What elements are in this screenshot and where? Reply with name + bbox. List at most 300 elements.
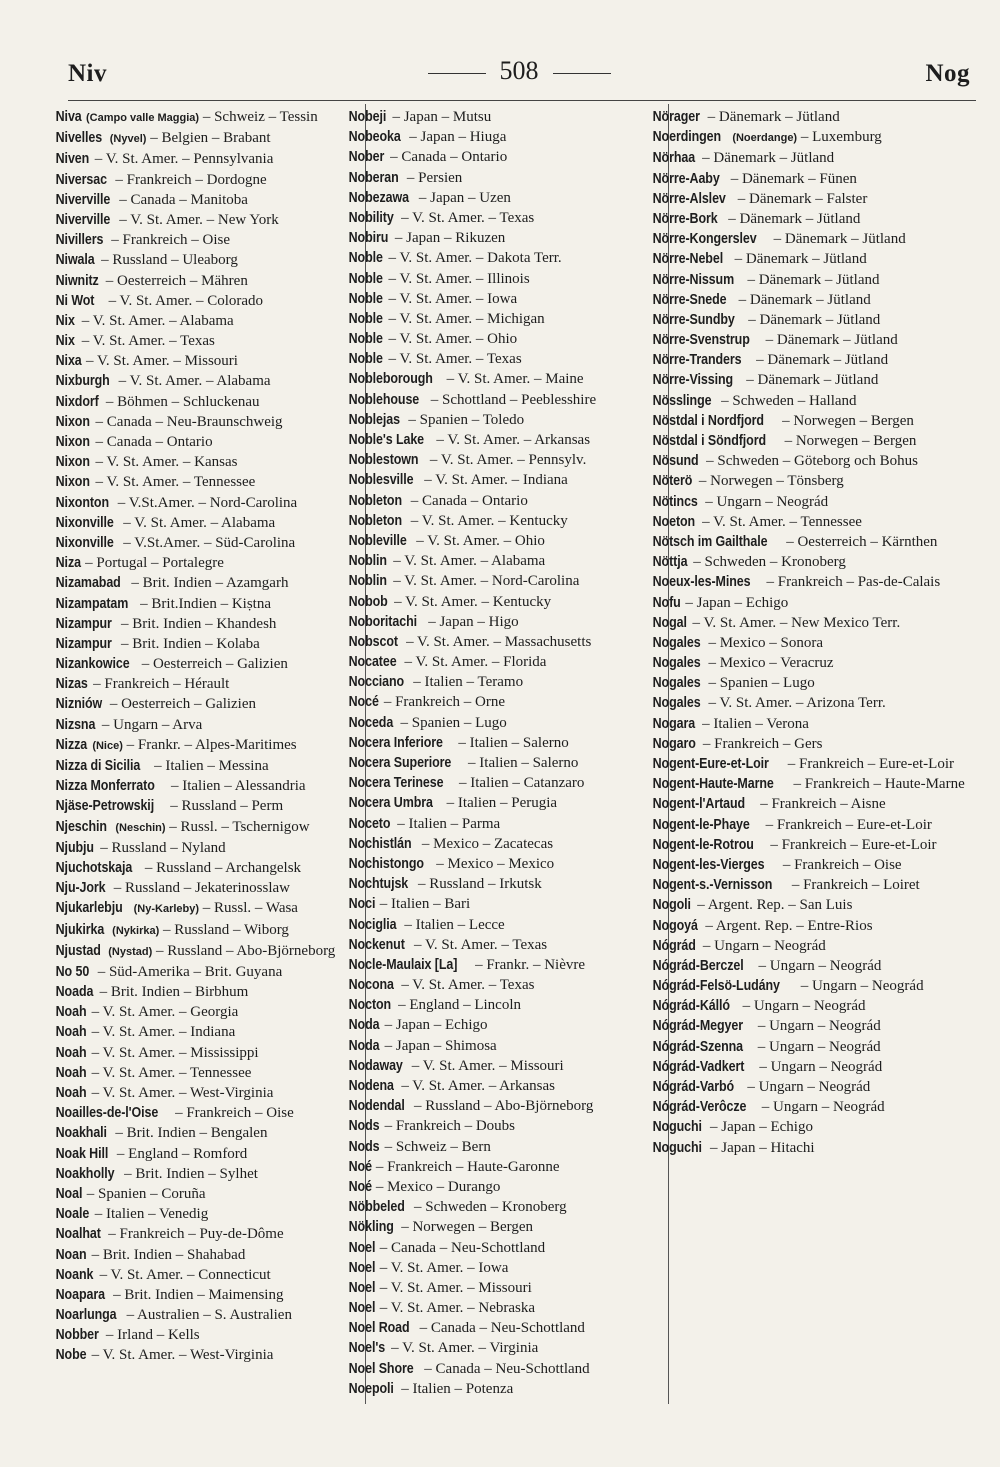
entry-placename: Njeschin: [55, 818, 107, 835]
entry-location: – V. St. Amer. – Indiana: [420, 472, 568, 489]
entry-location: – Schweiz – Bern: [380, 1138, 491, 1155]
entry-location: – Spanien – Lugo: [704, 675, 815, 692]
gazetteer-entry: [652, 209, 975, 229]
gazetteer-entry: [55, 715, 363, 735]
entry-placename: Noel: [348, 1300, 376, 1317]
entry-location: – Frankreich – Oise: [779, 856, 902, 873]
header-divider: [68, 100, 976, 101]
entry-placename: Nörre-Svenstrup: [652, 332, 750, 349]
gazetteer-entry: [55, 452, 363, 472]
entry-placename: Nobeoka: [348, 129, 401, 146]
header-left-catchword: Niv: [68, 60, 107, 87]
gazetteer-entry: [652, 1097, 975, 1117]
entry-location: – Russland – Uleaborg: [97, 252, 238, 269]
entry-location: – Ungarn – Neográd: [755, 1058, 883, 1075]
gazetteer-entry: [55, 230, 363, 250]
entry-location: – Mexico – Sonora: [704, 634, 824, 651]
gazetteer-entry: [348, 309, 664, 329]
entry-placename: Nötincs: [652, 493, 698, 510]
entry-placename: Nörre-Vissing: [652, 372, 734, 389]
entry-location: – Ungarn – Neográd: [699, 937, 826, 954]
entry-location: – Dänemark – Jütland: [724, 210, 861, 227]
entry-location: – Italien – Verona: [698, 715, 809, 732]
entry-location: – V. St. Amer. – Ohio: [412, 532, 545, 549]
entry-placename: Noblin: [348, 553, 387, 570]
gazetteer-entry: [55, 513, 363, 533]
entry-location: – Persien: [403, 169, 463, 186]
entry-location: – Brit. Indien – Bengalen: [111, 1125, 268, 1142]
gazetteer-entry: [55, 1224, 363, 1244]
gazetteer-entry: [652, 855, 975, 875]
entry-placename: Niven: [55, 151, 90, 168]
entry-location: – Luxemburg: [797, 129, 882, 146]
entry-location: – Frankreich – Aisne: [756, 796, 886, 813]
gazetteer-entry: [348, 1137, 664, 1157]
entry-placename: Noel Road: [348, 1320, 410, 1337]
entry-placename: Noblejas: [348, 411, 400, 428]
entry-placename: Noah: [55, 1044, 87, 1061]
gazetteer-entry: [652, 330, 975, 350]
entry-placename: Nizankowice: [55, 656, 130, 673]
gazetteer-entry: [348, 692, 664, 712]
entry-location: – Dänemark – Jütland: [744, 311, 881, 328]
entry-location: – Canada – Manitoba: [115, 191, 248, 208]
entry-placename: Nogales: [652, 695, 701, 712]
entry-location: – Frankreich – Oise: [107, 232, 230, 249]
gazetteer-entry: [55, 107, 363, 128]
entry-placename: Noé: [348, 1178, 372, 1195]
entry-location: – V. St. Amer. – Georgia: [87, 1004, 239, 1021]
entry-placename: Nivillers: [55, 232, 104, 249]
entry-placename: Noel: [348, 1259, 376, 1276]
gazetteer-entry: [652, 593, 975, 613]
gazetteer-entry: [348, 1318, 664, 1338]
entry-placename: Nógrád-Varbó: [652, 1079, 735, 1095]
entry-placename: Noerdingen: [652, 129, 722, 146]
entry-location: – Frankr. – Alpes-Maritimes: [122, 736, 297, 753]
entry-location: – Brit. Indien – Sylhet: [120, 1165, 258, 1182]
entry-location: – Frankreich – Dordogne: [111, 171, 267, 188]
gazetteer-entry: [652, 895, 975, 915]
entry-placename: Nörre-Alslev: [652, 190, 726, 207]
entry-alternate-name: (Noerdange): [732, 132, 798, 145]
entry-placename: Noble: [348, 331, 383, 348]
entry-location: – Frankreich – Loiret: [788, 877, 920, 894]
entry-placename: Noel: [348, 1279, 376, 1296]
gazetteer-entry: [348, 1379, 664, 1399]
entry-placename: Nörager: [652, 109, 700, 125]
entry-placename: Nixburgh: [55, 373, 110, 390]
entry-placename: Noeux-les-Mines: [652, 574, 751, 591]
entry-placename: Nogoli: [652, 897, 691, 914]
entry-location: – Portugal – Portalegre: [81, 555, 224, 572]
entry-placename: Njustad: [55, 942, 101, 959]
gazetteer-entry: [55, 1164, 363, 1184]
entry-location: – V. St. Amer. – Arizona Terr.: [704, 695, 886, 712]
entry-placename: Noda: [348, 1037, 380, 1054]
entry-location: – Frankreich – Gers: [699, 735, 823, 752]
entry-location: – Japan – Echigo: [380, 1017, 488, 1034]
entry-placename: Noceto: [348, 815, 391, 832]
gazetteer-entry: [348, 1096, 664, 1116]
entry-location: – Dänemark – Jütland: [743, 271, 880, 288]
entry-placename: Nixonville: [55, 514, 114, 531]
gazetteer-entry: [55, 533, 363, 553]
entry-location: – Russland – Nyland: [96, 839, 226, 856]
entry-placename: Nocera Terinese: [348, 775, 444, 792]
gazetteer-entry: [348, 935, 664, 955]
entry-placename: Nochistlán: [348, 835, 412, 852]
entry-location: – Schweden – Göteborg och Bohus: [702, 453, 918, 470]
gazetteer-entry: [652, 613, 975, 633]
entry-location: – Frankreich – Oise: [171, 1105, 294, 1122]
entry-placename: Nociglia: [348, 916, 397, 933]
entry-placename: Nösund: [652, 453, 699, 470]
entry-location: – Norwegen – Tönsberg: [695, 473, 844, 490]
entry-location: – Argent. Rep. – San Luis: [693, 897, 853, 914]
entry-location: – Brit. Indien – Kolaba: [117, 635, 260, 652]
entry-placename: Nogales: [652, 634, 701, 651]
entry-location: – V. St. Amer. – Texas: [384, 351, 522, 368]
gazetteer-entry: [348, 1015, 664, 1035]
entry-placename: Noberan: [348, 169, 399, 186]
gazetteer-entry: [652, 107, 975, 127]
gazetteer-entry: [55, 412, 363, 432]
entry-location: – Brit. Indien – Shahabad: [87, 1246, 246, 1263]
entry-location: – Canada – Neu-Schottland: [420, 1360, 590, 1377]
gazetteer-entry: [652, 1077, 975, 1097]
gazetteer-entry: [348, 248, 664, 268]
gazetteer-entry: [55, 594, 363, 614]
entry-placename: Nörre-Bork: [652, 210, 718, 227]
gazetteer-entry: [348, 470, 664, 490]
entry-location: – Argent. Rep. – Entre-Rios: [701, 917, 873, 934]
entry-placename: Nockenut: [348, 936, 405, 953]
entry-placename: Noakholly: [55, 1165, 115, 1182]
gazetteer-entry: [652, 148, 975, 168]
gazetteer-entry: [652, 936, 975, 956]
entry-placename: Noel: [348, 1239, 376, 1256]
entry-location: – Canada – Ontario: [407, 492, 528, 509]
gazetteer-entry: [652, 633, 975, 653]
gazetteer-entry: [652, 451, 975, 471]
entry-location: – V. St. Amer. – Colorado: [104, 292, 264, 309]
entry-placename: Noguchi: [652, 1139, 702, 1156]
gazetteer-entry: Nix – V. St. Amer. – Alabama: [55, 312, 234, 329]
gazetteer-entry: [55, 250, 363, 270]
gazetteer-entry: [55, 432, 363, 452]
gazetteer-entry: [348, 127, 664, 147]
entry-location: – V.St.Amer. – Süd-Carolina: [119, 534, 296, 551]
gazetteer-entry: [55, 941, 363, 962]
gazetteer-entry: [652, 693, 975, 713]
entry-location: – V. St. Amer. – Ohio: [384, 331, 518, 348]
entry-location: – V. St. Amer. – Iowa: [384, 290, 518, 307]
entry-location: – V. St. Amer. – Kansas: [91, 454, 238, 471]
entry-placename: Noank: [55, 1266, 94, 1283]
entry-placename: Nógrád-Szenna: [652, 1038, 743, 1055]
entry-placename: Nods: [348, 1118, 380, 1135]
gazetteer-entry: [55, 1043, 363, 1063]
gazetteer-entry: [652, 916, 975, 936]
entry-placename: Nöttja: [652, 554, 688, 571]
entry-location: – V.St.Amer. – Nord-Carolina: [114, 494, 298, 511]
gazetteer-entry: [348, 1116, 664, 1136]
entry-placename: Noble: [348, 351, 383, 368]
entry-location: – Norwegen – Bergen: [397, 1219, 533, 1236]
entry-location: – Spanien – Coruña: [83, 1185, 206, 1202]
entry-placename: Nixon: [55, 474, 90, 491]
entry-placename: Niza: [55, 555, 81, 572]
gazetteer-entry: [652, 572, 975, 592]
entry-location: – V. St. Amer. – Iowa: [376, 1259, 509, 1276]
entry-location: – Japan – Hitachi: [706, 1139, 815, 1156]
gazetteer-entry: [652, 492, 975, 512]
gazetteer-entry: [348, 107, 664, 127]
entry-placename: Noah: [55, 1085, 87, 1101]
entry-placename: Noel's: [348, 1340, 386, 1357]
entry-placename: Niwnitz: [55, 272, 99, 289]
gazetteer-entry: [348, 975, 664, 995]
entry-placename: Noakhali: [55, 1125, 107, 1142]
gazetteer-entry: [652, 956, 975, 976]
entry-location: – Italien – Salerno: [454, 734, 569, 751]
entry-placename: Nocatee: [348, 654, 397, 671]
gazetteer-entry: [348, 349, 664, 369]
gazetteer-entry: [348, 551, 664, 571]
gazetteer-entry: [652, 229, 975, 249]
gazetteer-entry: [348, 672, 664, 692]
gazetteer-entry: [348, 834, 664, 854]
entry-placename: Nixonton: [55, 494, 109, 511]
gazetteer-entry: [652, 290, 975, 310]
gazetteer-entry: [55, 614, 363, 634]
gazetteer-entry: [348, 915, 664, 935]
entry-location: – Ungarn – Neográd: [796, 978, 924, 995]
gazetteer-entry: [348, 531, 664, 551]
gazetteer-entry: [652, 1117, 975, 1137]
entry-placename: Noarlunga: [55, 1307, 117, 1324]
gazetteer-entry: [348, 753, 664, 773]
gazetteer-entry: [55, 735, 363, 756]
gazetteer-entry: [55, 170, 363, 190]
entry-location: – Japan – Shimosa: [380, 1037, 497, 1054]
entry-placename: Nixon: [55, 413, 90, 430]
entry-placename: Noble's Lake: [348, 432, 425, 448]
entry-placename: Noepoli: [348, 1380, 394, 1397]
entry-placename: Niverville: [55, 191, 111, 208]
entry-location: – Norwegen – Bergen: [780, 433, 917, 449]
gazetteer-entry: [55, 472, 363, 492]
entry-location: – Oesterreich – Galizien: [106, 696, 257, 713]
entry-placename: Nocera Superiore: [348, 755, 452, 771]
entry-location: – Frankr. – Nièvre: [471, 956, 586, 973]
entry-alternate-name: (Nykirka): [112, 924, 160, 937]
entry-alternate-name: (Nyvel): [109, 133, 147, 146]
entry-placename: Nogent-le-Phaye: [652, 816, 750, 833]
gazetteer-entry: [348, 1036, 664, 1056]
gazetteer-entry: [652, 411, 975, 431]
entry-placename: Nógrád-Vadkert: [652, 1058, 745, 1075]
entry-location: – Frankreich – Orne: [380, 694, 506, 711]
entry-placename: Nocera Inferiore: [348, 734, 443, 751]
entry-placename: Nizampur: [55, 635, 112, 652]
entry-placename: Nizamabad: [55, 575, 121, 592]
header-rule-left: [428, 73, 486, 74]
header-rule-right: [553, 73, 611, 74]
entry-location: – Japan – Echigo: [706, 1119, 813, 1136]
gazetteer-entry: [55, 493, 363, 513]
entry-location: – Ungarn – Neográd: [758, 1099, 885, 1116]
gazetteer-entry: [55, 838, 363, 858]
gazetteer-entry: [348, 632, 664, 652]
gazetteer-entry: [348, 208, 664, 228]
entry-location: – Frankreich – Puy-de-Dôme: [104, 1226, 284, 1243]
entry-placename: Nógrád-Berczel: [652, 957, 744, 974]
gazetteer-entry: [652, 270, 975, 290]
gazetteer-entry: [652, 370, 975, 390]
gazetteer-entry: [55, 1022, 363, 1042]
entry-location: – V. St. Amer. – Texas: [78, 333, 215, 350]
gazetteer-entry: [348, 1278, 664, 1298]
entry-placename: Nörhaa: [652, 150, 696, 167]
entry-location: – V. St. Amer. – Arkansas: [432, 432, 591, 448]
entry-placename: Nobe: [55, 1347, 87, 1364]
gazetteer-entry: [652, 310, 975, 330]
entry-placename: Nixon: [55, 454, 90, 471]
entry-location: – Japan – Hiuga: [405, 129, 507, 146]
entry-placename: Njukarlebju: [55, 900, 123, 917]
gazetteer-entry: [652, 714, 975, 734]
gazetteer-entry: [652, 350, 975, 370]
entry-placename: Nogent-s.-Vernisson: [652, 877, 773, 894]
entry-placename: Noal: [55, 1185, 83, 1202]
gazetteer-entry: [348, 289, 664, 309]
entry-placename: Nochtujsk: [348, 876, 409, 893]
entry-location: – Ungarn – Neográd: [743, 1079, 871, 1095]
entry-location: – Japan – Mutsu: [388, 109, 492, 125]
entry-location: – Dänemark – Jütland: [734, 291, 871, 308]
gazetteer-entry: [55, 1144, 363, 1164]
entry-location: – Japan – Uzen: [415, 189, 511, 206]
entry-location: – Oesterreich – Mähren: [102, 272, 248, 289]
entry-placename: Noble: [348, 250, 383, 267]
entry-location: – V. St. Amer. – Nord-Carolina: [389, 573, 580, 590]
entry-placename: Nökling: [348, 1219, 394, 1236]
entry-placename: Noda: [348, 1017, 380, 1034]
gazetteer-entry: [652, 1057, 975, 1077]
entry-location: – Italien – Salerno: [464, 755, 579, 771]
entry-location: – Russland – Jekaterinosslaw: [110, 880, 290, 897]
entry-location: – Schweden – Kronoberg: [689, 554, 846, 571]
gazetteer-entry: [55, 1002, 363, 1022]
entry-location: – Mexico – Durango: [372, 1178, 501, 1195]
entry-location: – V. St. Amer. – Pennsylvania: [91, 151, 274, 168]
entry-location: – Böhmen – Schluckenau: [102, 393, 260, 410]
entry-placename: Nochistongo: [348, 855, 424, 872]
entry-placename: Nocona: [348, 977, 394, 994]
entry-placename: Nocle-Maulaix [La]: [348, 956, 458, 973]
entry-placename: Nizampatam: [55, 595, 129, 612]
entry-location: – V. St. Amer. – New York: [115, 211, 279, 228]
entry-placename: Nocera Umbra: [348, 795, 433, 812]
entry-location: – Frankreich – Haute-Marne: [789, 776, 965, 793]
entry-location: – Canada – Ontario: [386, 149, 508, 166]
gazetteer-entry: [348, 369, 664, 389]
gazetteer-entry: [55, 1265, 363, 1285]
entry-placename: Nju-Jork: [55, 880, 106, 897]
entry-location: – Schweiz – Tessin: [199, 109, 318, 125]
entry-placename: Nocciano: [348, 674, 405, 691]
entry-placename: Noble: [348, 270, 383, 287]
entry-placename: Nizza di Sicilia: [55, 758, 141, 774]
gazetteer-entry: [348, 592, 664, 612]
gazetteer-entry: [652, 996, 975, 1016]
entry-placename: Noguchi: [652, 1119, 702, 1136]
gazetteer-entry: [55, 1063, 363, 1083]
gazetteer-entry: [55, 190, 363, 210]
gazetteer-entry: [348, 571, 664, 591]
gazetteer-entry: [348, 773, 664, 793]
entry-location: – Russland – Abo-Björneborg: [152, 942, 336, 959]
entry-placename: Nobleton: [348, 492, 402, 509]
gazetteer-entry: [652, 774, 975, 794]
entry-location: – V. St. Amer. – Alabama: [389, 553, 546, 570]
entry-placename: Nixdorf: [55, 393, 99, 410]
gazetteer-entry: [348, 1238, 664, 1258]
entry-placename: Noan: [55, 1246, 87, 1263]
entry-column-2: [348, 107, 664, 1399]
entry-location: – V. St. Amer. – Pennsylv.: [426, 452, 587, 469]
entry-location: – Brit. Indien – Birbhum: [95, 984, 249, 1001]
entry-placename: Nobleville: [348, 532, 407, 549]
gazetteer-entry: [55, 371, 363, 391]
page-header: [68, 54, 970, 94]
entry-placename: Nixa: [55, 353, 82, 370]
entry-location: – Frankreich – Doubs: [380, 1118, 516, 1135]
entry-placename: Nizniów: [55, 696, 103, 713]
entry-location: – V. St. Amer. – Maine: [442, 371, 584, 388]
gazetteer-entry: [348, 1258, 664, 1278]
entry-placename: Nogaro: [652, 735, 696, 752]
entry-placename: Noada: [55, 984, 94, 1001]
entry-alternate-name: (Neschin): [115, 821, 166, 834]
gazetteer-entry: [652, 815, 975, 835]
gazetteer-entry: [652, 875, 975, 895]
entry-placename: Noble: [348, 310, 383, 327]
gazetteer-entry: [55, 858, 363, 878]
entry-location: – V. St. Amer. – Florida: [400, 654, 547, 671]
entry-placename: Noci: [348, 896, 376, 913]
entry-location: – V. St. Amer. – Alabama: [119, 514, 276, 531]
entry-placename: Nógrád-Megyer: [652, 1018, 743, 1035]
gazetteer-entry: [348, 995, 664, 1015]
gazetteer-entry: [55, 1345, 363, 1365]
entry-location: – Canada – Neu-Braunschweig: [91, 413, 283, 430]
entry-placename: Nizsna: [55, 716, 96, 733]
entry-placename: Noé: [348, 1158, 372, 1175]
gazetteer-entry: [652, 512, 975, 532]
gazetteer-entry: [652, 532, 975, 552]
entry-location: – V. St. Amer. – Massachusetts: [402, 633, 592, 650]
gazetteer-entry: [652, 249, 975, 269]
entry-placename: Nörre-Nebel: [652, 251, 724, 268]
entry-location: – Japan – Rikuzen: [391, 230, 506, 247]
gazetteer-entry: [55, 553, 363, 573]
entry-location: – Russland – Perm: [166, 798, 284, 815]
entry-placename: Nörre-Kongerslev: [652, 231, 757, 248]
gazetteer-entry: [348, 1298, 664, 1318]
